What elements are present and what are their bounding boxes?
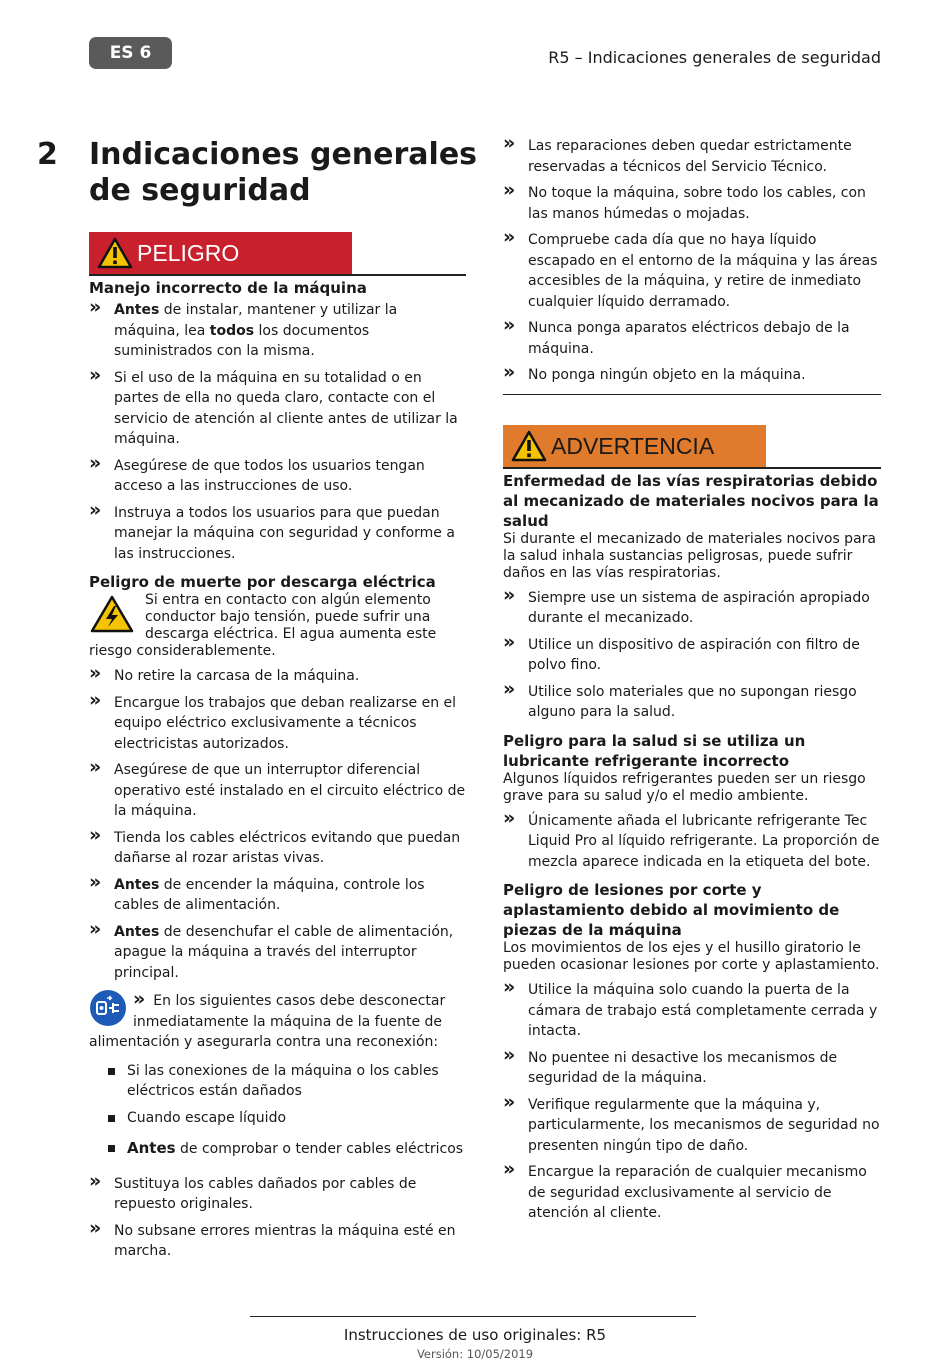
item-text: Nunca ponga aparatos eléctricos debajo de la máquina.	[528, 320, 850, 357]
item-text: Sustituya los cables dañados por cables de repuesto originales.	[114, 1175, 417, 1212]
emphasis: Antes	[114, 923, 160, 940]
section-heading: Enfermedad de las vías respiratorias debido al mecanizado de materiales nocivos para la salud	[503, 471, 879, 530]
section-heading: Peligro de muerte por descarga eléctrica	[89, 573, 436, 591]
chapter-title: Indicaciones generales de seguridad	[89, 137, 478, 208]
item-text: de encender la máquina, controle los cables de alimentación.	[114, 876, 425, 913]
warning-label: ADVERTENCIA	[551, 432, 715, 459]
list-item: » Instruya a todos los usuarios para que puedan manejar la máquina con seguridad y conforme a las instrucciones.	[89, 498, 455, 562]
item-text: Utilice solo materiales que no supongan riesgo alguno para la salud.	[528, 683, 857, 720]
item-text: No retire la carcasa de la máquina.	[114, 668, 360, 684]
item-text: Únicamente añada el lubricante refrigerante Tec Liquid Pro al líquido refrigerante. La proporción de mezcla aparece indicada en la etiqueta del bote.	[528, 812, 880, 870]
list-item: » No subsane errores mientras la máquina esté en marcha.	[89, 1216, 456, 1259]
list-item: » Compruebe cada día que no haya líquido escapado en el entorno de la máquina y las áreas accesibles de la máquina, y retire de inmediato cualquier líquido derramado.	[503, 226, 878, 310]
item-text: En los siguientes casos debe desconectar inmediatamente la máquina de la fuente de alimentación y asegurarla contra una reconexión:	[89, 993, 446, 1050]
item-text: No ponga ningún objeto en la máquina.	[528, 367, 806, 383]
section-paragraph: Los movimientos de los ejes y el husillo giratorio le pueden ocasionar lesiones por corte y aplastamiento.	[503, 940, 880, 973]
list-item: » Encargue la reparación de cualquier mecanismo de seguridad exclusivamente al servicio de atención al cliente.	[503, 1158, 867, 1221]
list-item: » Las reparaciones deben quedar estrictamente reservadas a técnicos del Servicio Técnico.	[503, 132, 852, 175]
paragraph-text: Si entra en contacto con algún elemento conductor bajo tensión, puede sufrir una descarga eléctrica. El agua aumenta este riesgo considerablemente.	[89, 592, 437, 659]
item-text: Utilice la máquina solo cuando la puerta de la cámara de trabajo está completamente cerrada y intacta.	[528, 982, 878, 1039]
emphasis: Antes	[114, 302, 160, 318]
item-text: Las reparaciones deben quedar estrictamente reservadas a técnicos del Servicio Técnico.	[528, 138, 852, 175]
list-item: » Asegúrese de que un interruptor diferencial operativo esté instalado en el circuito eléctrico de la máquina.	[89, 756, 466, 819]
list-item: » Antes de desenchufar el cable de alimentación, apague la máquina a través del interruptor principal.	[89, 917, 454, 981]
item-text: Tienda los cables eléctricos evitando que puedan dañarse al rozar aristas vivas.	[114, 829, 461, 866]
list-item: » Verifique regularmente que la máquina y, particularmente, los mecanismos de seguridad no presenten ningún tipo de daño.	[503, 1090, 880, 1154]
right-column	[503, 132, 881, 1224]
warning-triangle-icon	[511, 430, 547, 462]
list-item: » No ponga ningún objeto en la máquina.	[503, 365, 881, 395]
item-text: Encargue la reparación de cualquier mecanismo de seguridad exclusivamente al servicio de atención al cliente.	[528, 1164, 867, 1221]
list-item: » No toque la máquina, sobre todo los cables, con las manos húmedas o mojadas.	[503, 179, 866, 222]
item-text: Si las conexiones de la máquina o los cables eléctricos están dañados	[127, 1062, 439, 1099]
item-text: Verifique regularmente que la máquina y, particularmente, los mecanismos de seguridad no presenten ningún tipo de daño.	[528, 1096, 880, 1154]
warning-triangle-icon	[97, 237, 133, 269]
list-item: » Únicamente añada el lubricante refrigerante Tec Liquid Pro al líquido refrigerante. La proporción de mezcla aparece indicada en la etiqueta del bote.	[503, 806, 880, 870]
emphasis: todos	[209, 322, 255, 339]
list-item: » Utilice un dispositivo de aspiración con filtro de polvo fino.	[503, 630, 860, 673]
item-text: Encargue los trabajos que deban realizarse en el equipo eléctrico exclusivamente a técnicos electricistas autorizados.	[114, 694, 457, 752]
section-heading: Peligro de lesiones por corte y aplastamiento debido al movimiento de piezas de la máquina	[503, 881, 840, 939]
list-item: » No retire la carcasa de la máquina.	[89, 662, 360, 684]
footer-divider	[250, 1316, 696, 1317]
item-text: Utilice un dispositivo de aspiración con filtro de polvo fino.	[528, 636, 860, 673]
list-item: » Si el uso de la máquina en su totalidad o en partes de ella no queda claro, contacte con el servicio de atención al cliente antes de utilizar la máquina.	[89, 363, 458, 447]
list-item: » Utilice la máquina solo cuando la puerta de la cámara de trabajo está completamente cerrada y intacta.	[503, 976, 878, 1039]
item-text: No puentee ni desactive los mecanismos de seguridad de la máquina.	[528, 1049, 838, 1086]
item-text: Compruebe cada día que no haya líquido escapado en el entorno de la máquina y las áreas accesibles de la máquina, y retire de inmediato cualquier líquido derramado.	[528, 232, 878, 310]
item-text: Asegúrese de que un interruptor diferencial operativo esté instalado en el circuito eléctrico de la máquina.	[114, 762, 466, 819]
section-heading: Peligro para la salud si se utiliza un lubricante refrigerante incorrecto	[503, 731, 806, 770]
bullet-item	[89, 1108, 466, 1129]
disconnect-mandatory-icon	[89, 989, 127, 1027]
chapter-number: 2	[37, 137, 58, 172]
electric-hazard-icon	[89, 594, 135, 634]
item-text: los documentos suministrados con la misma.	[114, 322, 370, 359]
list-item: » Antes de instalar, mantener y utilizar la máquina, lea todos los documentos suministrados con la misma.	[89, 296, 398, 359]
item-text: Siempre use un sistema de aspiración apropiado durante el mecanizado.	[528, 589, 870, 626]
footer-version: Versión: 10/05/2019	[416, 1347, 534, 1361]
list-item: » Utilice solo materiales que no supongan riesgo alguno para la salud.	[503, 677, 857, 720]
danger-banner	[89, 232, 466, 276]
warning-banner	[503, 425, 881, 469]
list-item: » Encargue los trabajos que deban realizarse en el equipo eléctrico exclusivamente a técnicos electricistas autorizados.	[89, 688, 457, 752]
emphasis: Antes	[127, 1139, 176, 1157]
page-tag: ES 6	[89, 37, 172, 69]
list-item: » Nunca ponga aparatos eléctricos debajo de la máquina.	[503, 314, 850, 357]
danger-label: PELIGRO	[137, 240, 240, 266]
left-column	[89, 232, 466, 1262]
item-text: Asegúrese de que todos los usuarios tengan acceso a las instrucciones de uso.	[114, 457, 425, 494]
list-item: » Antes de encender la máquina, controle los cables de alimentación.	[89, 870, 425, 913]
item-text: No subsane errores mientras la máquina esté en marcha.	[114, 1222, 456, 1259]
item-text: de desenchufar el cable de alimentación, apague la máquina a través del interruptor principal.	[114, 923, 454, 981]
list-item: » No puentee ni desactive los mecanismos de seguridad de la máquina.	[503, 1043, 838, 1086]
item-text: No toque la máquina, sobre todo los cables, con las manos húmedas o mojadas.	[528, 185, 866, 222]
bullet-item	[89, 1138, 466, 1160]
list-item: » Siempre use un sistema de aspiración apropiado durante el mecanizado.	[503, 583, 870, 626]
section-paragraph	[89, 592, 466, 660]
item-text: de instalar, mantener y utilizar la máquina, lea	[114, 302, 398, 339]
disconnect-instruction: » En los siguientes casos debe desconectar inmediatamente la máquina de la fuente de alimentación y asegurarla contra una reconexión:	[89, 988, 446, 1050]
section-heading: Manejo incorrecto de la máquina	[89, 279, 367, 297]
list-item: » Asegúrese de que todos los usuarios tengan acceso a las instrucciones de uso.	[89, 451, 425, 494]
chapter-heading	[37, 137, 479, 209]
section-paragraph: Algunos líquidos refrigerantes pueden ser un riesgo grave para su salud y/o el medio ambiente.	[503, 770, 866, 804]
bullet-item	[89, 1061, 466, 1102]
section-paragraph: Si durante el mecanizado de materiales nocivos para la salud inhala sustancias peligrosas, puede sufrir daños en las vías respiratorias.	[503, 530, 876, 581]
footer-title: Instrucciones de uso originales: R5	[343, 1326, 607, 1344]
item-text: Si el uso de la máquina en su totalidad o en partes de ella no queda claro, contacte con el servicio de atención al cliente antes de utilizar la máquina.	[114, 369, 458, 447]
running-head: R5 – Indicaciones generales de seguridad	[548, 48, 881, 67]
item-text: de comprobar o tender cables eléctricos	[175, 1141, 464, 1157]
emphasis: Antes	[114, 876, 160, 893]
item-text: Instruya a todos los usuarios para que puedan manejar la máquina con seguridad y conforme a las instrucciones.	[114, 504, 455, 562]
list-item: » Sustituya los cables dañados por cables de repuesto originales.	[89, 1169, 417, 1212]
list-item: » Tienda los cables eléctricos evitando que puedan dañarse al rozar aristas vivas.	[89, 823, 461, 866]
item-text: Cuando escape líquido	[127, 1109, 287, 1126]
